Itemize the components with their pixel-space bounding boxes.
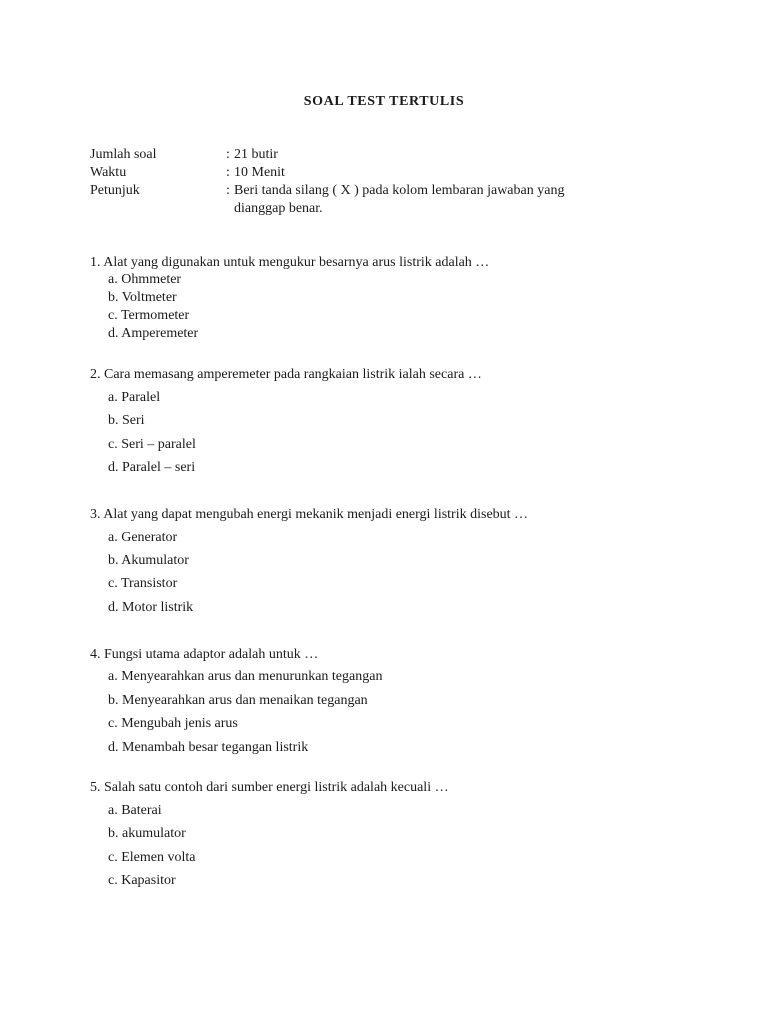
option-4b: b. Menyearahkan arus dan menaikan tegangan bbox=[108, 693, 368, 708]
option-3a: a. Generator bbox=[108, 530, 178, 545]
option-2c: c. Seri – paralel bbox=[108, 437, 196, 452]
page-title: SOAL TEST TERTULIS bbox=[303, 94, 465, 109]
option-3b: b. Akumulator bbox=[108, 553, 189, 568]
meta-value-waktu: 10 Menit bbox=[234, 165, 285, 180]
question-3: 3. Alat yang dapat mengubah energi mekanik menjadi energi listrik disebut … bbox=[90, 507, 529, 522]
option-1a: a. Ohmmeter bbox=[108, 272, 182, 287]
question-4: 4. Fungsi utama adaptor adalah untuk … bbox=[90, 647, 319, 662]
option-4d: d. Menambah besar tegangan listrik bbox=[108, 740, 309, 755]
meta-value-petunjuk-line1: Beri tanda silang ( X ) pada kolom lembaran jawaban yang bbox=[234, 183, 565, 198]
meta-label-petunjuk: Petunjuk bbox=[90, 183, 140, 198]
meta-colon: : bbox=[226, 183, 230, 198]
option-2b: b. Seri bbox=[108, 413, 145, 428]
question-2: 2. Cara memasang amperemeter pada rangkaian listrik ialah secara … bbox=[90, 367, 482, 382]
option-1c: c. Termometer bbox=[108, 308, 190, 323]
meta-value-jumlah-soal: 21 butir bbox=[234, 147, 278, 162]
meta-value-petunjuk-line2: dianggap benar. bbox=[234, 201, 323, 216]
option-3d: d. Motor listrik bbox=[108, 600, 194, 615]
option-2a: a. Paralel bbox=[108, 390, 161, 405]
option-5d: c. Kapasitor bbox=[108, 873, 176, 888]
option-5b: b. akumulator bbox=[108, 826, 186, 841]
meta-colon: : bbox=[226, 165, 230, 180]
option-1d: d. Amperemeter bbox=[108, 326, 199, 341]
option-4c: c. Mengubah jenis arus bbox=[108, 716, 238, 731]
meta-label-jumlah-soal: Jumlah soal bbox=[90, 147, 157, 162]
option-4a: a. Menyearahkan arus dan menurunkan tegangan bbox=[108, 669, 383, 684]
meta-colon: : bbox=[226, 147, 230, 162]
option-1b: b. Voltmeter bbox=[108, 290, 177, 305]
option-3c: c. Transistor bbox=[108, 576, 178, 591]
question-5: 5. Salah satu contoh dari sumber energi listrik adalah kecuali … bbox=[90, 780, 449, 795]
question-1: 1. Alat yang digunakan untuk mengukur besarnya arus listrik adalah … bbox=[90, 255, 490, 270]
option-2d: d. Paralel – seri bbox=[108, 460, 196, 475]
meta-label-waktu: Waktu bbox=[90, 165, 127, 180]
option-5c: c. Elemen volta bbox=[108, 850, 196, 865]
option-5a: a. Baterai bbox=[108, 803, 162, 818]
